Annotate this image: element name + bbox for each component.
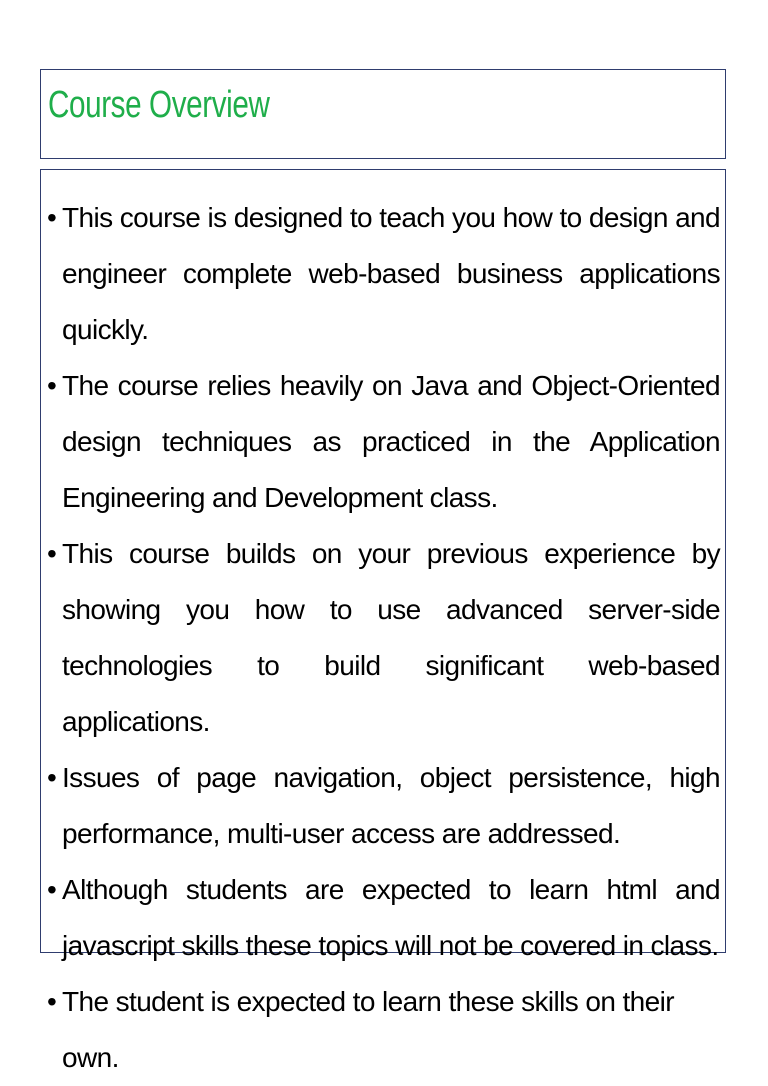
bullet-marker: • xyxy=(47,762,57,793)
bullet-marker: • xyxy=(47,202,57,233)
bullet-marker: • xyxy=(47,538,57,569)
bullet-item xyxy=(46,526,720,750)
bullet-item xyxy=(46,750,720,862)
bullet-marker: • xyxy=(47,874,57,905)
page-title: Course Overview xyxy=(48,84,270,126)
bullet-item xyxy=(46,862,720,974)
bullet-text: The student is expected to learn these skills on their own. xyxy=(62,986,674,1073)
bullet-text: Although students are expected to learn html and javascript skills these topics will not be covered in class. xyxy=(62,874,720,961)
content-box xyxy=(40,169,726,1073)
title-box xyxy=(40,69,726,159)
bullet-item xyxy=(46,974,720,1086)
bullet-marker: • xyxy=(47,370,57,401)
bullet-marker: • xyxy=(47,986,57,1017)
bullet-item xyxy=(46,358,720,526)
bullet-text: The course relies heavily on Java and Object-Oriented design techniques as practiced in the Application Engineering and Development class. xyxy=(62,370,720,513)
bullet-item xyxy=(46,190,720,358)
bullet-text: This course is designed to teach you how to design and engineer complete web-based business applications quickly. xyxy=(62,202,720,345)
bullet-text: Issues of page navigation, object persistence, high performance, multi-user access are addressed. xyxy=(62,762,720,849)
bullet-list xyxy=(46,190,720,1086)
bullet-text: This course builds on your previous experience by showing you how to use advanced server-side technologies to build significant web-based applications. xyxy=(62,538,720,737)
